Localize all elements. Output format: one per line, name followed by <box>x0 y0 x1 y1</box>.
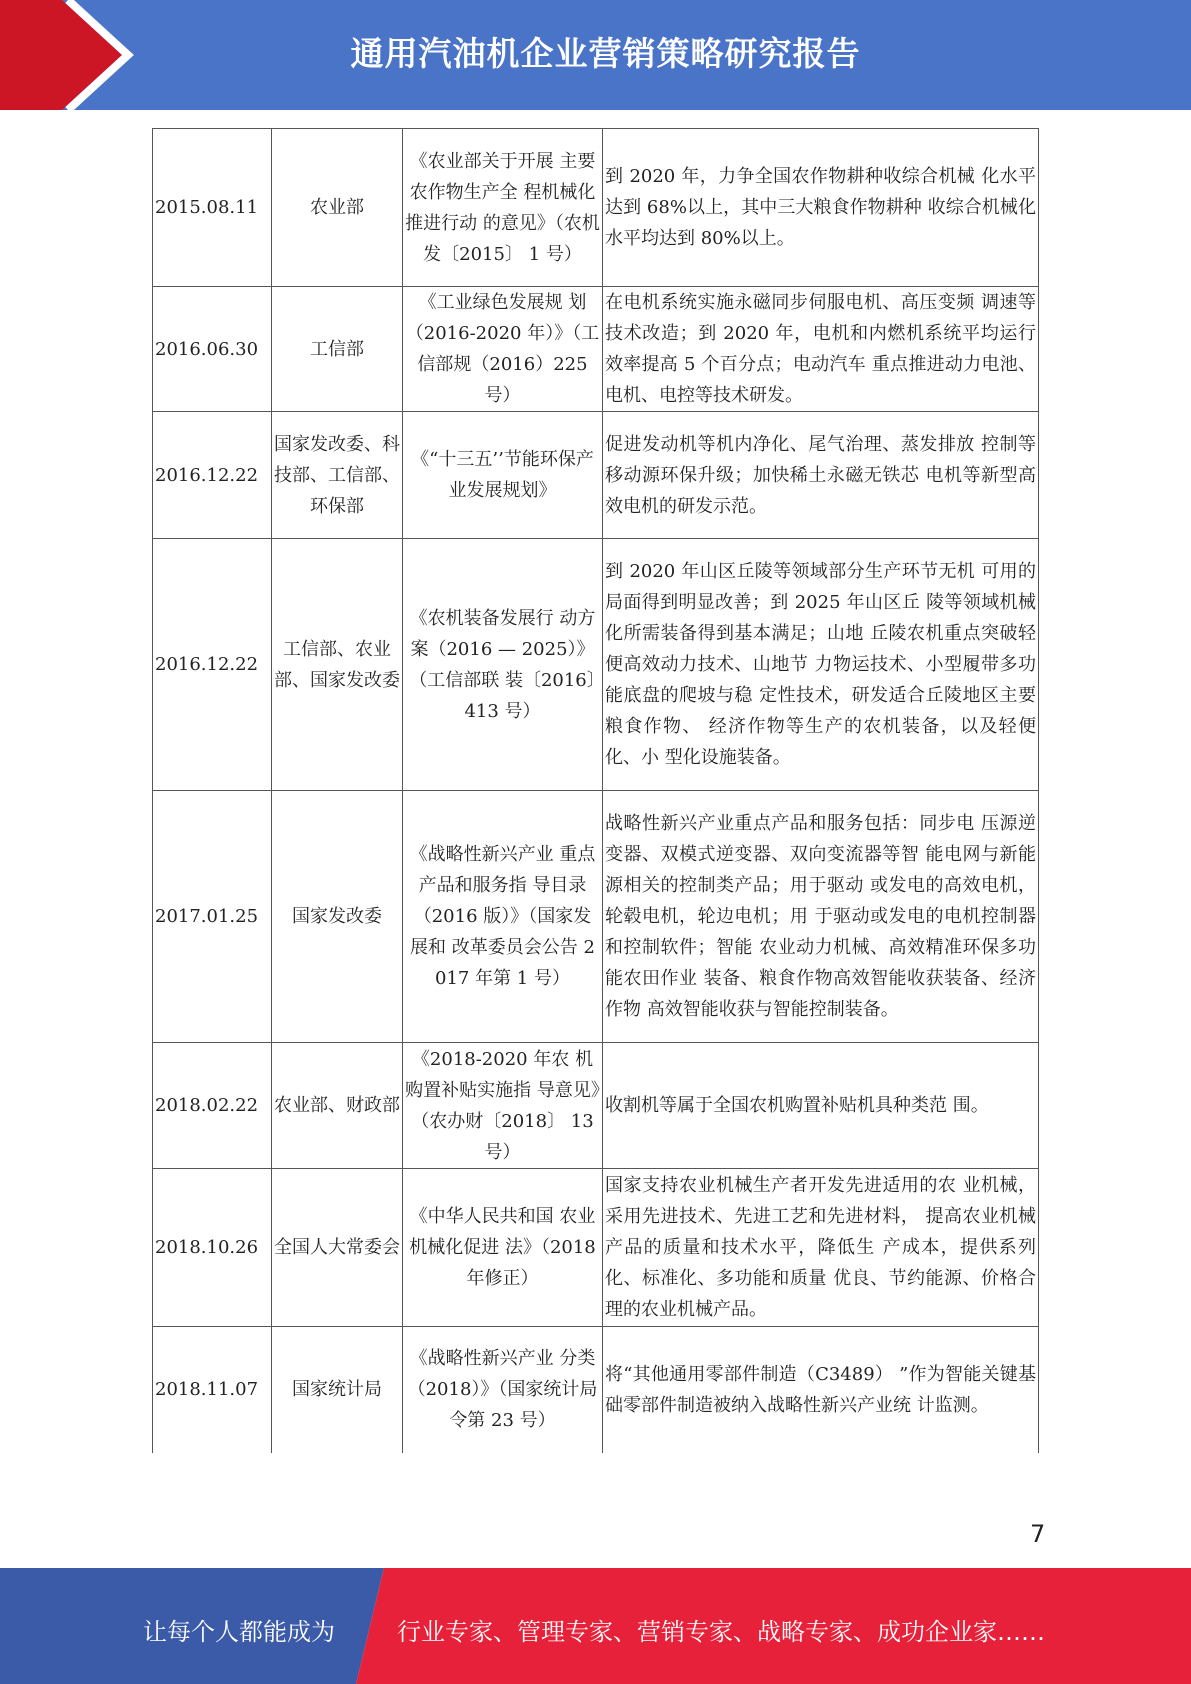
document-cell: 《战略性新兴产业 重点产品和服务指 导目录（2016 版）》（国家发展和 改革委员会公告 2017 年第 1 号） <box>403 791 603 1043</box>
content-cell: 将“其他通用零部件制造（C3489） ”作为智能关键基础零部件制造被纳入战略性新兴产业统 计监测。 <box>603 1327 1039 1453</box>
date-cell: 2016.12.22 <box>153 539 272 791</box>
department-cell: 工信部 <box>272 287 403 412</box>
content-cell: 到 2020 年，力争全国农作物耕种收综合机械 化水平达到 68%以上，其中三大粮食作物耕种 收综合机械化水平均达到 80%以上。 <box>603 129 1039 287</box>
document-cell: 《战略性新兴产业 分类（2018）》（国家统计局令第 23 号） <box>403 1327 603 1453</box>
document-cell: 《“十三五’’节能环保产业发展规划》 <box>403 412 603 539</box>
content-cell: 战略性新兴产业重点产品和服务包括：同步电 压源逆变器、双模式逆变器、双向变流器等智 能电网与新能源相关的控制类产品；用于驱动 或发电的高效电机，轮毂电机，轮边电机；用 于驱动或发电的电机控制器和控制软件；智能 农业动力机械、高效精准环保多功能农田作业 装备、粮食作物高效智能收获装备、经济作物 高效智能收获与智能控制装备。 <box>603 791 1039 1043</box>
content-cell: 在电机系统实施永磁同步伺服电机、高压变频 调速等技术改造；到 2020 年，电机和内燃机系统平均运行效率提高 5 个百分点；电动汽车 重点推进动力电池、电机、电控等技术研发。 <box>603 287 1039 412</box>
date-cell: 2016.12.22 <box>153 412 272 539</box>
department-cell: 国家发改委、科技部、工信部、环保部 <box>272 412 403 539</box>
date-cell: 2016.06.30 <box>153 287 272 412</box>
date-cell: 2018.11.07 <box>153 1327 272 1453</box>
date-cell: 2015.08.11 <box>153 129 272 287</box>
department-cell: 工信部、农业部、国家发改委 <box>272 539 403 791</box>
table-row <box>153 412 1039 539</box>
policy-table <box>152 128 1039 1453</box>
content-cell: 国家支持农业机械生产者开发先进适用的农 业机械，采用先进技术、先进工艺和先进材料， 提高农业机械产品的质量和技术水平，降低生 产成本，提供系列化、标准化、多功能和质量 优良、节约能源、价格合理的农业机械产品。 <box>603 1169 1039 1327</box>
department-cell: 农业部 <box>272 129 403 287</box>
table-row <box>153 539 1039 791</box>
table-row <box>153 1043 1039 1169</box>
date-cell: 2018.10.26 <box>153 1169 272 1327</box>
footer-slogan-right: 行业专家、管理专家、营销专家、战略专家、成功企业家…… <box>397 1618 1045 1646</box>
report-title: 通用汽油机企业营销策略研究报告 <box>350 34 861 73</box>
document-cell: 《农业部关于开展 主要农作物生产全 程机械化推进行动 的意见》（农机发〔2015〕 1 号） <box>403 129 603 287</box>
department-cell: 全国人大常委会 <box>272 1169 403 1327</box>
table-row <box>153 287 1039 412</box>
page-number: 7 <box>1030 1520 1046 1548</box>
document-cell: 《工业绿色发展规 划（2016-2020 年）》（工信部规（2016）225 号） <box>403 287 603 412</box>
date-cell: 2017.01.25 <box>153 791 272 1043</box>
document-cell: 《农机装备发展行 动方案（2016 — 2025）》（工信部联 装〔2016〕413 号） <box>403 539 603 791</box>
footer-banner <box>0 1568 1191 1684</box>
table-row <box>153 129 1039 287</box>
date-cell: 2018.02.22 <box>153 1043 272 1169</box>
document-cell: 《2018-2020 年农 机购置补贴实施指 导意见》（农办财〔2018〕 13 号） <box>403 1043 603 1169</box>
table-row <box>153 1327 1039 1453</box>
policy-table-container <box>152 128 1039 1453</box>
content-cell: 促进发动机等机内净化、尾气治理、蒸发排放 控制等移动源环保升级；加快稀土永磁无铁芯 电机等新型高效电机的研发示范。 <box>603 412 1039 539</box>
content-cell: 到 2020 年山区丘陵等领域部分生产环节无机 可用的局面得到明显改善；到 2025 年山区丘 陵等领域机械化所需装备得到基本满足；山地 丘陵农机重点突破轻便高效动力技术、山地节 力物运技术、小型履带多功能底盘的爬坡与稳 定性技术，研发适合丘陵地区主要粮食作物、 经济作物等生产的农机装备，以及轻便化、小 型化设施装备。 <box>603 539 1039 791</box>
content-cell: 收割机等属于全国农机购置补贴机具种类范 围。 <box>603 1043 1039 1169</box>
document-cell: 《中华人民共和国 农业机械化促进 法》（2018 年修正） <box>403 1169 603 1327</box>
department-cell: 国家发改委 <box>272 791 403 1043</box>
department-cell: 农业部、财政部 <box>272 1043 403 1169</box>
table-row <box>153 1169 1039 1327</box>
department-cell: 国家统计局 <box>272 1327 403 1453</box>
table-row <box>153 791 1039 1043</box>
footer-slogan-left: 让每个人都能成为 <box>143 1618 335 1646</box>
header-banner <box>0 0 1191 110</box>
